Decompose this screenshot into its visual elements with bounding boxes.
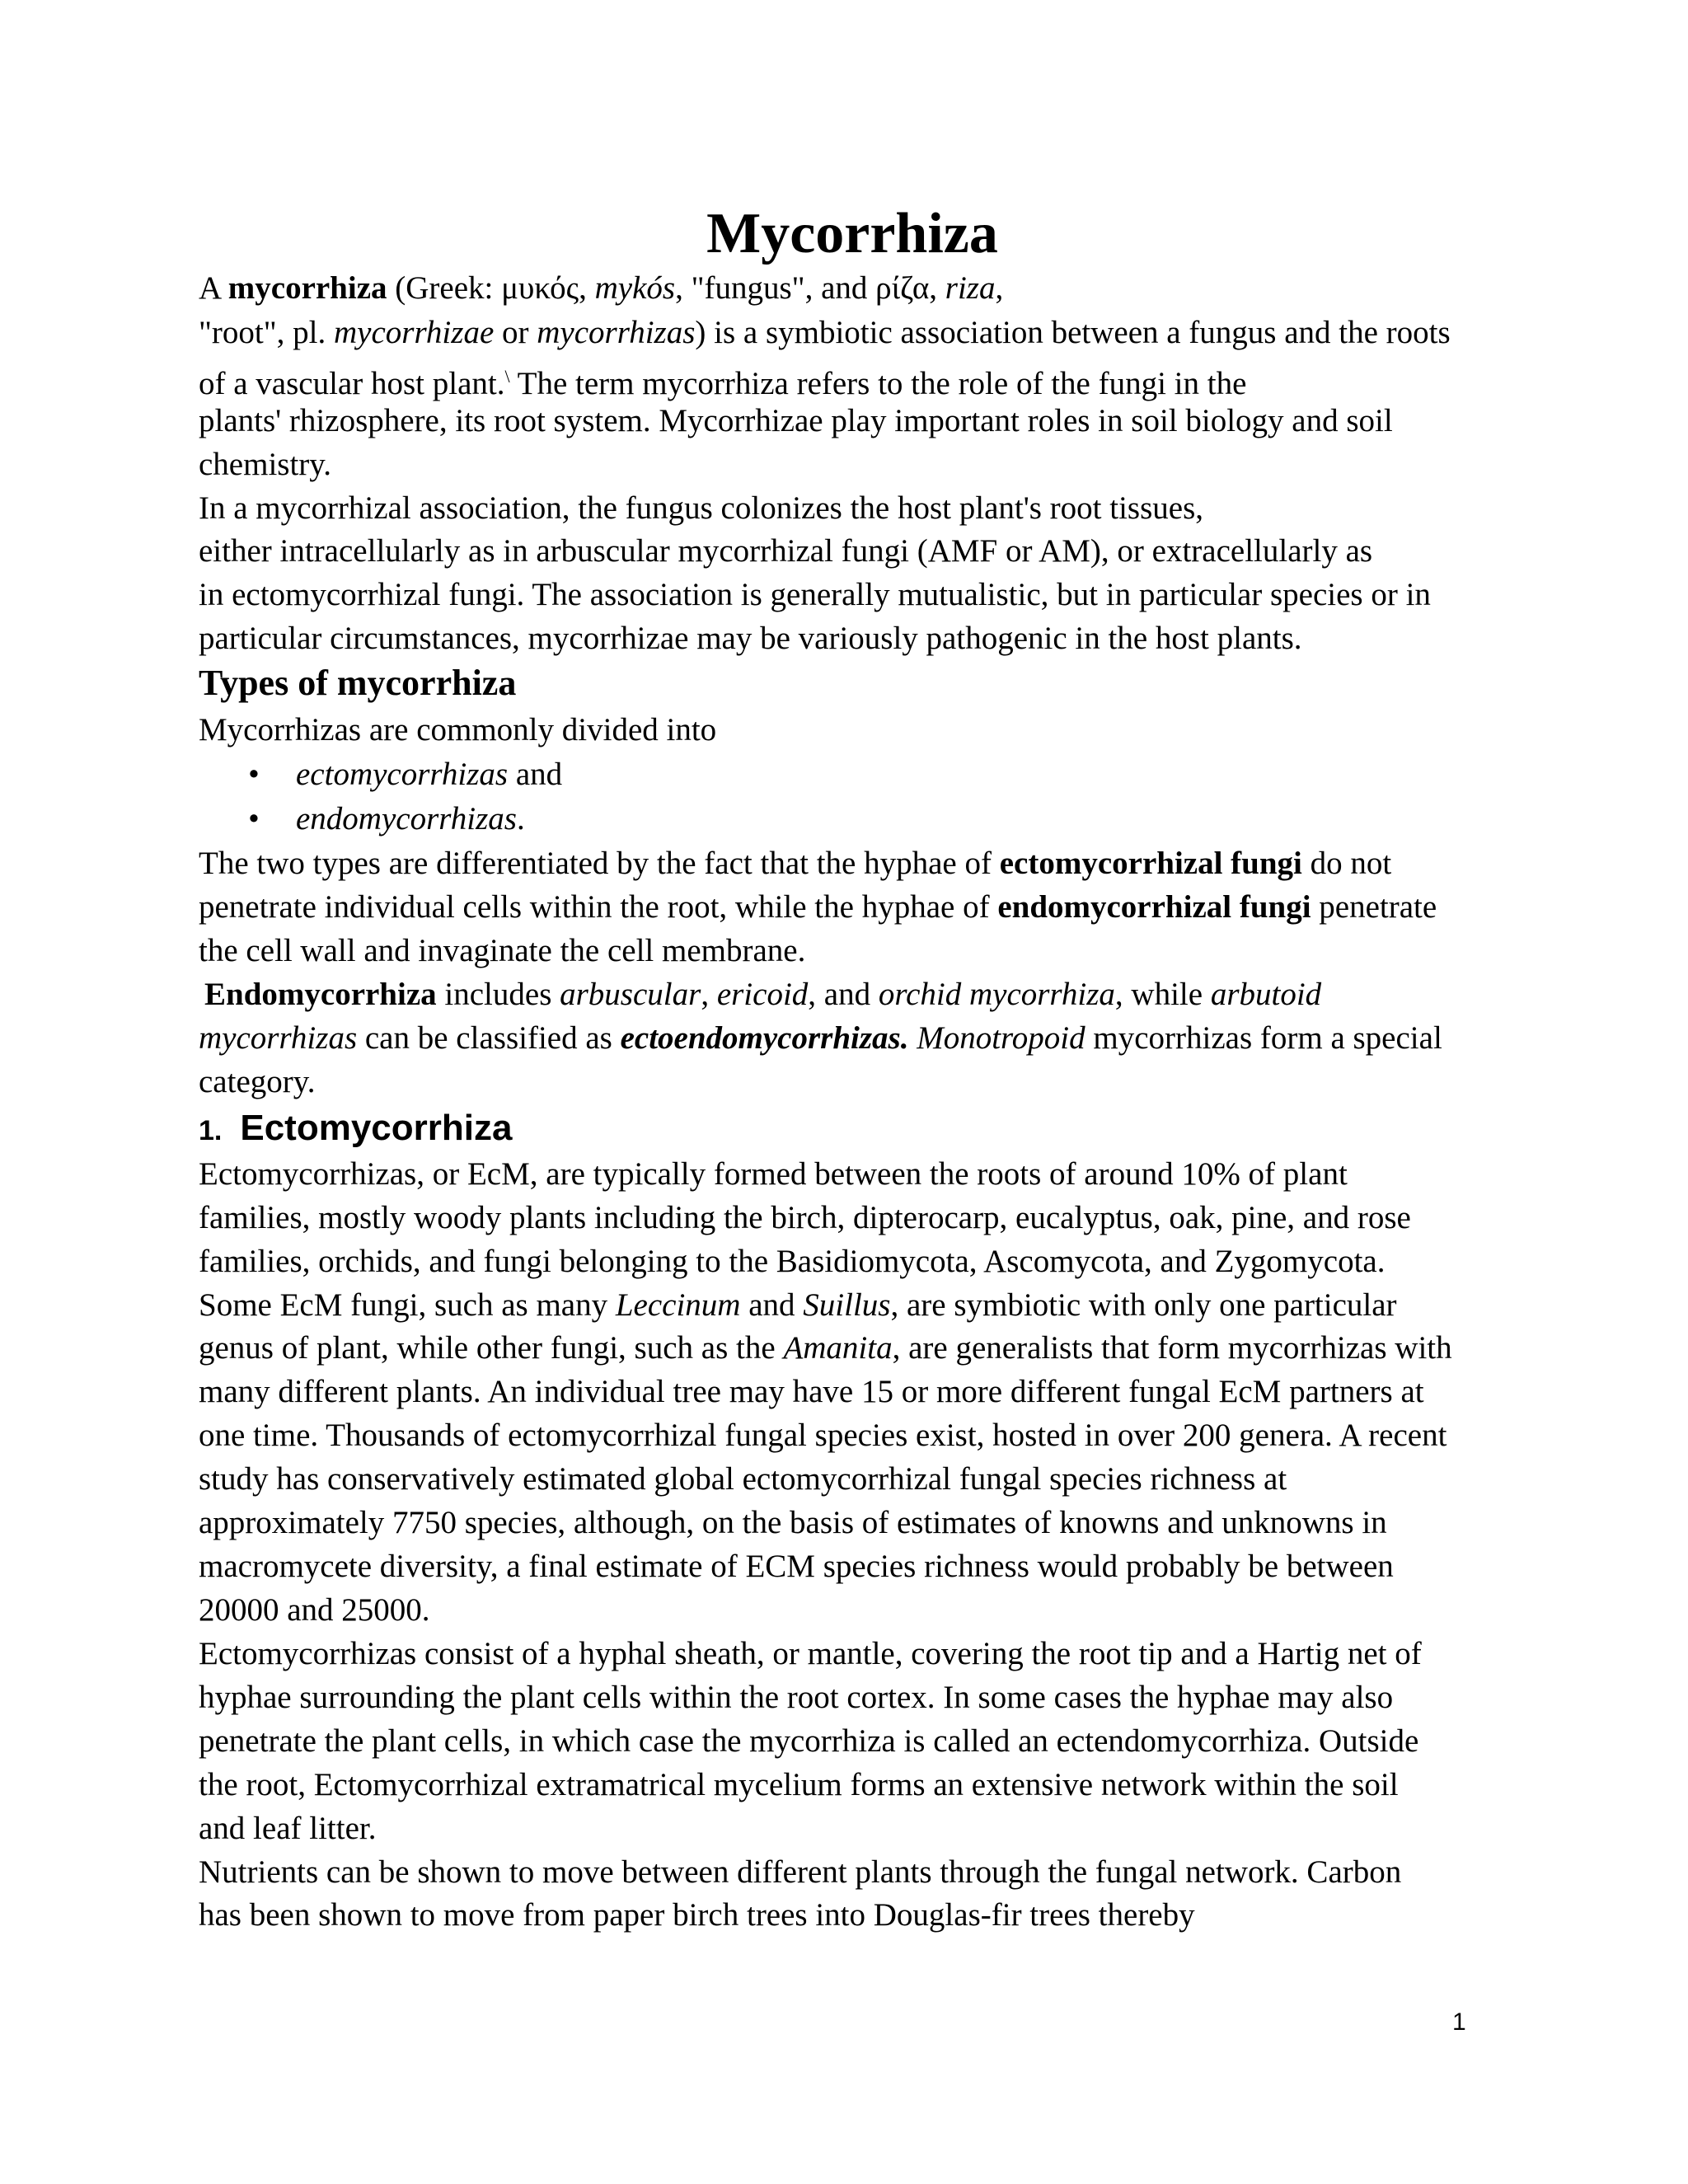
term-arbuscular: arbuscular — [560, 977, 701, 1012]
text-run: mycorrhizas form a special — [1085, 1020, 1442, 1056]
text-run: "root", pl. — [199, 315, 334, 350]
text-run: , "fungus", and ρίζα, — [675, 270, 945, 306]
text-run: penetrate — [1311, 889, 1437, 925]
text-run: and — [508, 757, 563, 792]
text-run: , are symbiotic with only one particular — [890, 1287, 1397, 1323]
footnote-mark: \ — [504, 366, 510, 387]
ecto-line-6: many different plants. An individual tree may have 15 or more different fungal EcM partners at — [199, 1374, 1424, 1409]
page-title: Mycorrhiza — [706, 202, 998, 265]
term-ectomycorrhizal-fungi: ectomycorrhizal fungi — [999, 846, 1302, 881]
text-run: and — [740, 1287, 804, 1323]
text-run: , while — [1114, 977, 1211, 1012]
term-orchid-mycorrhiza: orchid mycorrhiza — [878, 977, 1115, 1012]
section-heading-types: Types of mycorrhiza — [199, 663, 517, 703]
text-run: A — [199, 270, 228, 306]
term-mycorrhizas: mycorrhizas — [199, 1020, 358, 1056]
ecto-line-11: 20000 and 25000. — [199, 1592, 430, 1628]
text-run — [908, 1020, 917, 1056]
term-arbutoid: arbutoid — [1210, 977, 1322, 1012]
intro-line-8: in ectomycorrhizal fungi. The association is generally mutualistic, but in particular species or in — [199, 577, 1431, 612]
ecto-line-18: has been shown to move from paper birch trees into Douglas-fir trees thereby — [199, 1897, 1195, 1933]
intro-line-5: chemistry. — [199, 447, 332, 482]
types-line-4: the cell wall and invaginate the cell membrane. — [199, 933, 806, 968]
ecto-line-8: study has conservatively estimated global ectomycorrhizal fungal species richness at — [199, 1461, 1287, 1497]
intro-line-1 — [199, 269, 1003, 308]
text-run: (Greek: μυκός, — [387, 270, 595, 306]
term-mykos: mykós — [594, 270, 676, 306]
ecto-line-1: Ectomycorrhizas, or EcM, are typically formed between the roots of around 10% of plant — [199, 1156, 1348, 1192]
page-number: 1 — [1452, 2008, 1466, 2036]
intro-line-9: particular circumstances, mycorrhizae may be variously pathogenic in the host plants. — [199, 621, 1302, 656]
text-run: do not — [1301, 846, 1392, 881]
intro-line-7: either intracellularly as in arbuscular mycorrhizal fungi (AMF or AM), or extracellularly as — [199, 533, 1373, 569]
term-ectoendomycorrhizas: ectoendomycorrhizas. — [620, 1020, 909, 1056]
term-mycorrhizas: mycorrhizas — [537, 315, 696, 350]
types-line-5 — [204, 975, 1321, 1015]
text-run: , are generalists that form mycorrhizas with — [892, 1330, 1452, 1366]
text-run: Some EcM fungi, such as many — [199, 1287, 616, 1323]
text-run: of a vascular host plant. — [199, 366, 505, 401]
text-run: penetrate individual cells within the root, while the hyphae of — [199, 889, 998, 925]
text-run: includes — [436, 977, 560, 1012]
ecto-line-13: hyphae surrounding the plant cells within the root cortex. In some cases the hyphae may also — [199, 1680, 1394, 1715]
term-ericoid: ericoid — [716, 977, 809, 1012]
types-line-7: category. — [199, 1064, 316, 1099]
types-line-2 — [199, 844, 1391, 883]
text-run: , — [995, 270, 1004, 306]
ecto-line-17: Nutrients can be shown to move between different plants through the fungal network. Carbon — [199, 1854, 1402, 1890]
term-endomycorrhiza: Endomycorrhiza — [204, 977, 437, 1012]
ecto-line-9: approximately 7750 species, although, on the basis of estimates of knowns and unknowns in — [199, 1505, 1387, 1540]
section-heading-text: Ectomycorrhiza — [240, 1108, 513, 1148]
intro-line-3 — [199, 357, 1246, 404]
term-suillus: Suillus — [803, 1287, 891, 1323]
types-line-1: Mycorrhizas are commonly divided into — [199, 712, 717, 748]
text-run: , — [701, 977, 717, 1012]
term-amanita: Amanita — [783, 1330, 893, 1366]
ecto-line-12: Ectomycorrhizas consist of a hyphal sheath, or mantle, covering the root tip and a Hartig net of — [199, 1636, 1422, 1671]
text-run: or — [494, 315, 537, 350]
list-item-text — [296, 799, 525, 839]
ecto-line-2: families, mostly woody plants including the birch, dipterocarp, eucalyptus, oak, pine, and rose — [199, 1200, 1411, 1235]
term-endomycorrhizas: endomycorrhizas — [296, 801, 517, 837]
types-line-6 — [199, 1019, 1442, 1058]
text-run: ) is a symbiotic association between a fungus and the roots — [695, 315, 1451, 350]
term-mycorrhizae: mycorrhizae — [334, 315, 495, 350]
ecto-line-3: families, orchids, and fungi belonging to the Basidiomycota, Ascomycota, and Zygomycota. — [199, 1244, 1386, 1279]
ecto-line-7: one time. Thousands of ectomycorrhizal fungal species exist, hosted in over 200 genera. A recent — [199, 1418, 1447, 1453]
term-mycorrhiza: mycorrhiza — [227, 270, 387, 306]
text-run: can be classified as — [357, 1020, 621, 1056]
ecto-line-4 — [199, 1286, 1397, 1325]
ecto-line-14: penetrate the plant cells, in which case the mycorrhiza is called an ectendomycorrhiza. Outside — [199, 1723, 1419, 1759]
section-heading-ectomycorrhiza — [199, 1107, 512, 1152]
bullet-icon: • — [248, 801, 260, 837]
list-item-text — [296, 755, 562, 794]
intro-line-2 — [199, 313, 1451, 353]
intro-line-4: plants' rhizosphere, its root system. Mycorrhizae play important roles in soil biology and soil — [199, 403, 1393, 438]
ecto-line-15: the root, Ectomycorrhizal extramatrical mycelium forms an extensive network within the soil — [199, 1767, 1399, 1802]
ecto-line-5 — [199, 1329, 1452, 1368]
term-riza: riza — [945, 270, 996, 306]
term-monotropoid: Monotropoid — [917, 1020, 1085, 1056]
text-run: genus of plant, while other fungi, such as the — [199, 1330, 784, 1366]
text-run: The two types are differentiated by the fact that the hyphae of — [199, 846, 1000, 881]
types-line-3 — [199, 888, 1437, 927]
text-run: . — [516, 801, 525, 837]
text-run: The term mycorrhiza refers to the role of the fungi in the — [509, 366, 1247, 401]
bullet-icon: • — [248, 757, 260, 792]
term-endomycorrhizal-fungi: endomycorrhizal fungi — [997, 889, 1311, 925]
term-ectomycorrhizas: ectomycorrhizas — [296, 757, 509, 792]
intro-line-6: In a mycorrhizal association, the fungus colonizes the host plant's root tissues, — [199, 490, 1204, 526]
ecto-line-10: macromycete diversity, a final estimate of ECM species richness would probably be between — [199, 1549, 1394, 1584]
term-leccinum: Leccinum — [615, 1287, 741, 1323]
ecto-line-16: and leaf litter. — [199, 1811, 377, 1846]
text-run: , and — [808, 977, 879, 1012]
section-number: 1. — [199, 1115, 223, 1146]
